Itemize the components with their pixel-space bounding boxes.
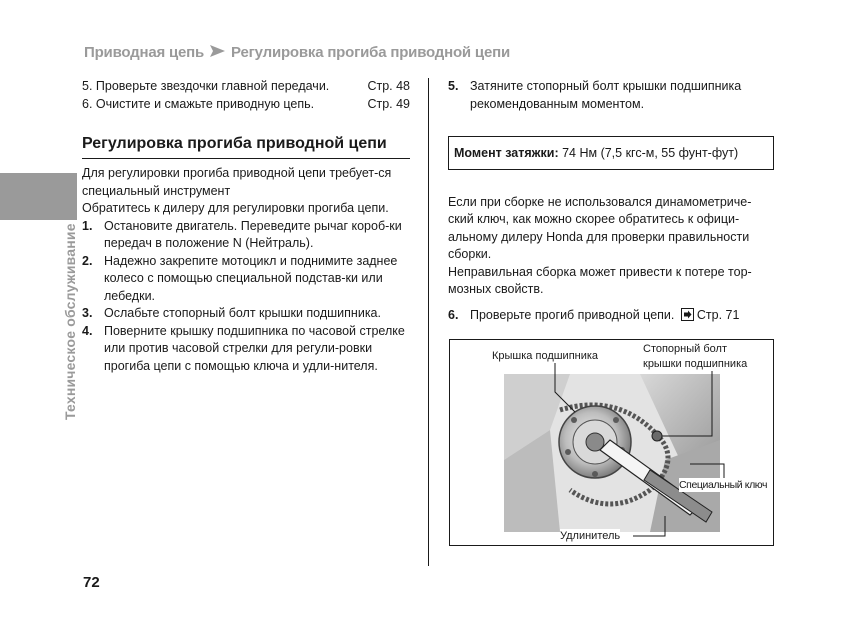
step-text: Ослабьте стопорный болт крышки подшипника.	[104, 306, 381, 320]
label-extension: Удлинитель	[560, 530, 621, 542]
step-text: Поверните крышку подшипника по часовой стрелке или против часовой стрелки для регули-ровки прогиба цепи с помощью ключа и удли-нителя.	[104, 323, 405, 373]
torque-box	[448, 136, 774, 170]
step-item	[448, 78, 774, 113]
ref-line	[82, 96, 410, 114]
side-tab-label: Техническое обслуживание	[62, 223, 78, 420]
page-number: 72	[83, 574, 100, 591]
column-divider	[428, 78, 429, 566]
step-item	[82, 218, 410, 253]
step-text: Остановите двигатель. Переведите рычаг короб-ки передач в положение N (Нейтраль).	[104, 218, 402, 250]
torque-label: Момент затяжки:	[454, 146, 559, 160]
step-ref-link[interactable]: Стр. 71	[696, 307, 740, 322]
page-reference-icon	[681, 308, 694, 321]
breadcrumb	[84, 44, 510, 61]
step-item	[82, 305, 410, 323]
left-column	[82, 78, 410, 375]
lock-bolt	[652, 431, 662, 441]
breadcrumb-page: Регулировка прогиба приводной цепи	[231, 44, 510, 61]
step-number: 6.	[448, 307, 459, 322]
right-column	[448, 78, 774, 324]
step-number: 3.	[82, 306, 93, 320]
step-text: Затяните стопорный болт крышки подшипника рекомендованным моментом.	[470, 79, 742, 111]
step-text	[470, 307, 774, 325]
note-paragraph: Если при сборке не использовался динамометриче-ский ключ, как можно скорее обратитесь к офици-альному дилеру Honda для проверки правильности сборки.	[448, 194, 752, 261]
ref-page-link[interactable]: Стр. 49	[367, 96, 410, 111]
label-lock-bolt-line2: крышки подшипника	[643, 358, 748, 370]
note-paragraph: Неправильная сборка может привести к потере тор-мозных свойств.	[448, 264, 752, 296]
step-text: Надежно закрепите мотоцикл и поднимите заднее колесо с помощью специальной подстав-ки или лебедки.	[104, 253, 398, 303]
label-bearing-cover: Крышка подшипника	[492, 350, 599, 362]
intro-paragraph: Для регулировки прогиба приводной цепи требует-ся специальный инструмент	[82, 166, 392, 198]
ref-page-link[interactable]: Стр. 48	[367, 79, 410, 93]
ref-text: 5. Проверьте звездочки главной передачи.	[82, 79, 330, 93]
step-item	[82, 253, 410, 306]
step-text-main: Проверьте прогиб приводной цепи.	[470, 307, 675, 322]
side-tab-marker	[0, 173, 77, 220]
section-title: Регулировка прогиба приводной цепи	[82, 133, 410, 159]
label-special-key: Специальный ключ	[679, 479, 768, 491]
breadcrumb-section[interactable]: Приводная цепь	[84, 44, 205, 61]
ref-text: 6. Очистите и смажьте приводную цепь.	[82, 96, 315, 111]
breadcrumb-arrow-icon	[210, 45, 225, 57]
label-lock-bolt-line1: Стопорный болт	[643, 343, 727, 355]
ref-line	[82, 78, 410, 96]
intro-paragraph: Обратитесь к дилеру для регулировки прогиба цепи.	[82, 201, 389, 215]
step-item	[82, 323, 410, 376]
step-number: 2.	[82, 253, 93, 268]
step-number: 5.	[448, 79, 459, 93]
step-number: 4.	[82, 323, 93, 338]
torque-value: 74 Нм (7,5 кгс-м, 55 фунт-фут)	[562, 146, 739, 160]
step-item	[448, 307, 774, 325]
step-number: 1.	[82, 218, 93, 233]
rear-wheel-illustration	[449, 339, 774, 546]
